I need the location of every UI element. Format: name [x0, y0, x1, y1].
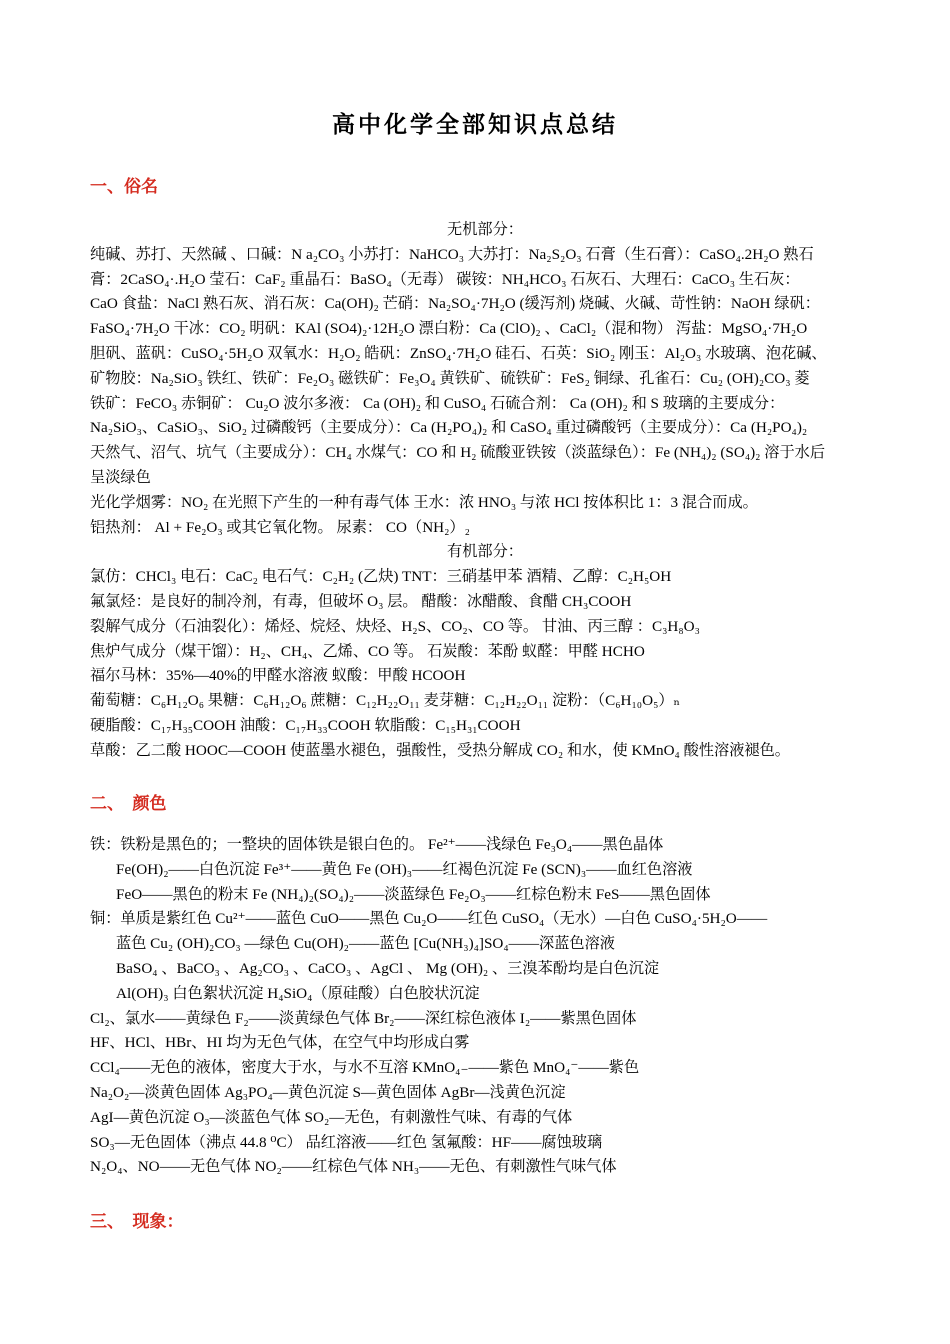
text-line: 纯碱、苏打、天然碱 、口碱：N a₂CO₃ 小苏打：NaHCO₃ 大苏打：Na₂S₂O₃ 石膏（生石膏）：CaSO₄.2H₂O 熟石 [90, 245, 814, 263]
text-line: FaSO₄·7H₂O 干冰：CO₂ 明矾：KAl (SO4)₂·12H₂O 漂白粉：Ca (ClO)₂ 、CaCl₂（混和物） 泻盐：MgSO₄·7H₂O [90, 320, 808, 338]
text-line: 矿物胶：Na₂SiO₃ 铁红、铁矿：Fe₂O₃ 磁铁矿：Fe₃O₄ 黄铁矿、硫铁矿：FeS₂ 铜绿、孔雀石：Cu₂ (OH)₂CO₃ 菱 [90, 369, 810, 387]
text-line: CCl₄——无色的液体，密度大于水，与水不互溶 KMnO₄₋——紫色 MnO₄⁻——紫色 [90, 1059, 640, 1077]
text-line: Na₂O₂—淡黄色固体 Ag₃PO₄—黄色沉淀 S—黄色固体 AgBr—浅黄色沉淀 [90, 1083, 566, 1101]
colors-section-body [90, 833, 880, 1180]
text-line: 铝热剂： Al + Fe₂O₃ 或其它氧化物。 尿素： CO（NH₂）₂ [90, 518, 470, 536]
text-line: 氯仿：CHCl₃ 电石：CaC₂ 电石气：C₂H₂ (乙炔) TNT：三硝基甲苯 酒精、乙醇：C₂H₅OH [90, 568, 672, 586]
page-title: 高中化学全部知识点总结 [332, 112, 618, 137]
text-line: 有机部分： [447, 543, 523, 561]
text-line: Na₂SiO₃、CaSiO₃、SiO₂ 过磷酸钙（主要成分）：Ca (H₂PO₄)₂ 和 CaSO₄ 重过磷酸钙（主要成分）：Ca (H₂PO₄)₂ [90, 419, 808, 437]
text-line: Fe(OH)₂——白色沉淀 Fe³⁺——黄色 Fe (OH)₃——红褐色沉淀 Fe (SCN)₃——血红色溶液 [116, 860, 693, 878]
text-line: 裂解气成分（石油裂化）：烯烃、烷烃、炔烃、H₂S、CO₂、CO 等。 甘油、丙三醇 ：C₃H₈O₃ [90, 617, 700, 635]
text-line: BaSO₄ 、BaCO₃ 、Ag₂CO₃ 、CaCO₃ 、AgCl 、 Mg (OH)₂ 、三溴苯酚均是白色沉淀 [116, 959, 660, 977]
text-line: 光化学烟雾：NO₂ 在光照下产生的一种有毒气体 王水：浓 HNO₃ 与浓 HCl 按体积比 1：3 混合而成。 [90, 493, 758, 511]
text-line: HF、HCl、HBr、HI 均为无色气体，在空气中均形成白雾 [90, 1034, 470, 1052]
text-line: 铁矿：FeCO₃ 赤铜矿： Cu₂O 波尔多液： Ca (OH)₂ 和 CuSO₄ 石硫合剂： Ca (OH)₂ 和 S 玻璃的主要成分： [90, 394, 785, 412]
nicknames-section-body [90, 218, 880, 764]
text-line: 无机部分： [447, 221, 523, 238]
text-line: 焦炉气成分（煤干馏）：H₂、CH₄、乙烯、CO 等。 石炭酸：苯酚 蚁醛：甲醛 HCHO [90, 642, 645, 660]
text-line: 呈淡绿色 [90, 468, 151, 486]
text-line: 铁：铁粉是黑色的；一整块的固体铁是银白色的。 Fe²⁺——浅绿色 Fe₃O₄——黑色晶体 [90, 836, 664, 853]
section-heading-phenomena: 三、 现象： [90, 1212, 184, 1231]
text-line: Cl₂、氯水——黄绿色 F₂——淡黄绿色气体 Br₂——深红棕色液体 I₂——紫黑色固体 [90, 1009, 637, 1027]
text-line: 草酸：乙二酸 HOOC—COOH 使蓝墨水褪色，强酸性，受热分解成 CO₂ 和水，使 KMnO₄ 酸性溶液褪色。 [90, 741, 790, 759]
text-line: N₂O₄、NO——无色气体 NO₂——红棕色气体 NH₃——无色、有刺激性气味气体 [90, 1158, 617, 1176]
text-line: AgI—黄色沉淀 O₃—淡蓝色气体 SO₂—无色，有刺激性气味、有毒的气体 [90, 1108, 573, 1126]
text-line: 膏：2CaSO₄·.H₂O 莹石：CaF₂ 重晶石：BaSO₄（无毒） 碳铵：NH₄HCO₃ 石灰石、大理石：CaCO₃ 生石灰： [90, 270, 800, 288]
text-line: Al(OH)₃ 白色絮状沉淀 H₄SiO₄（原硅酸）白色胶状沉淀 [116, 984, 480, 1002]
section-heading-colors: 二、 颜色 [90, 794, 167, 813]
text-line: SO₃—无色固体（沸点 44.8 ⁰C） 品红溶液——红色 氢氟酸：HF——腐蚀玻璃 [90, 1133, 603, 1151]
text-line: FeO——黑色的粉末 Fe (NH₄)₂(SO₄)₂——淡蓝绿色 Fe₂O₃——红棕色粉末 FeS——黑色固体 [116, 885, 711, 903]
text-line: 福尔马林：35%—40%的甲醛水溶液 蚁酸：甲酸 HCOOH [90, 667, 466, 685]
text-line: CaO 食盐：NaCl 熟石灰、消石灰：Ca(OH)₂ 芒硝：Na₂SO₄·7H₂O (缓泻剂) 烧碱、火碱、苛性钠：NaOH 绿矾： [90, 295, 820, 313]
text-line: 氟氯烃：是良好的制冷剂，有毒，但破坏 O₃ 层。 醋酸：冰醋酸、食醋 CH₃COOH [90, 592, 632, 610]
section-heading-nicknames: 一、俗名 [90, 177, 158, 196]
text-line: 铜：单质是紫红色 Cu²⁺——蓝色 CuO——黑色 Cu₂O——红色 CuSO₄（无水）—白色 CuSO₄·5H₂O—— [90, 910, 768, 928]
text-line: 天然气、沼气、坑气（主要成分）：CH₄ 水煤气：CO 和 H₂ 硫酸亚铁铵（淡蓝绿色）：Fe (NH₄)₂ (SO₄)₂ 溶于水后 [90, 444, 826, 462]
text-line: 蓝色 Cu₂ (OH)₂CO₃ —绿色 Cu(OH)₂——蓝色 [Cu(NH₃)₄]SO₄——深蓝色溶液 [116, 935, 615, 953]
text-line: 硬脂酸：C₁₇H₃₅COOH 油酸：C₁₇H₃₃COOH 软脂酸：C₁₅H₃₁COOH [90, 716, 521, 734]
text-line: 葡萄糖：C₆H₁₂O₆ 果糖：C₆H₁₂O₆ 蔗糖：C₁₂H₂₂O₁₁ 麦芽糖：C₁₂H₂₂O₁₁ 淀粉：（C₆H₁₀O₅）ₙ [90, 692, 681, 710]
text-line: 胆矾、蓝矾：CuSO₄·5H₂O 双氧水：H₂O₂ 皓矾：ZnSO₄·7H₂O 硅石、石英：SiO₂ 刚玉：Al₂O₃ 水玻璃、泡花碱、 [90, 344, 827, 362]
